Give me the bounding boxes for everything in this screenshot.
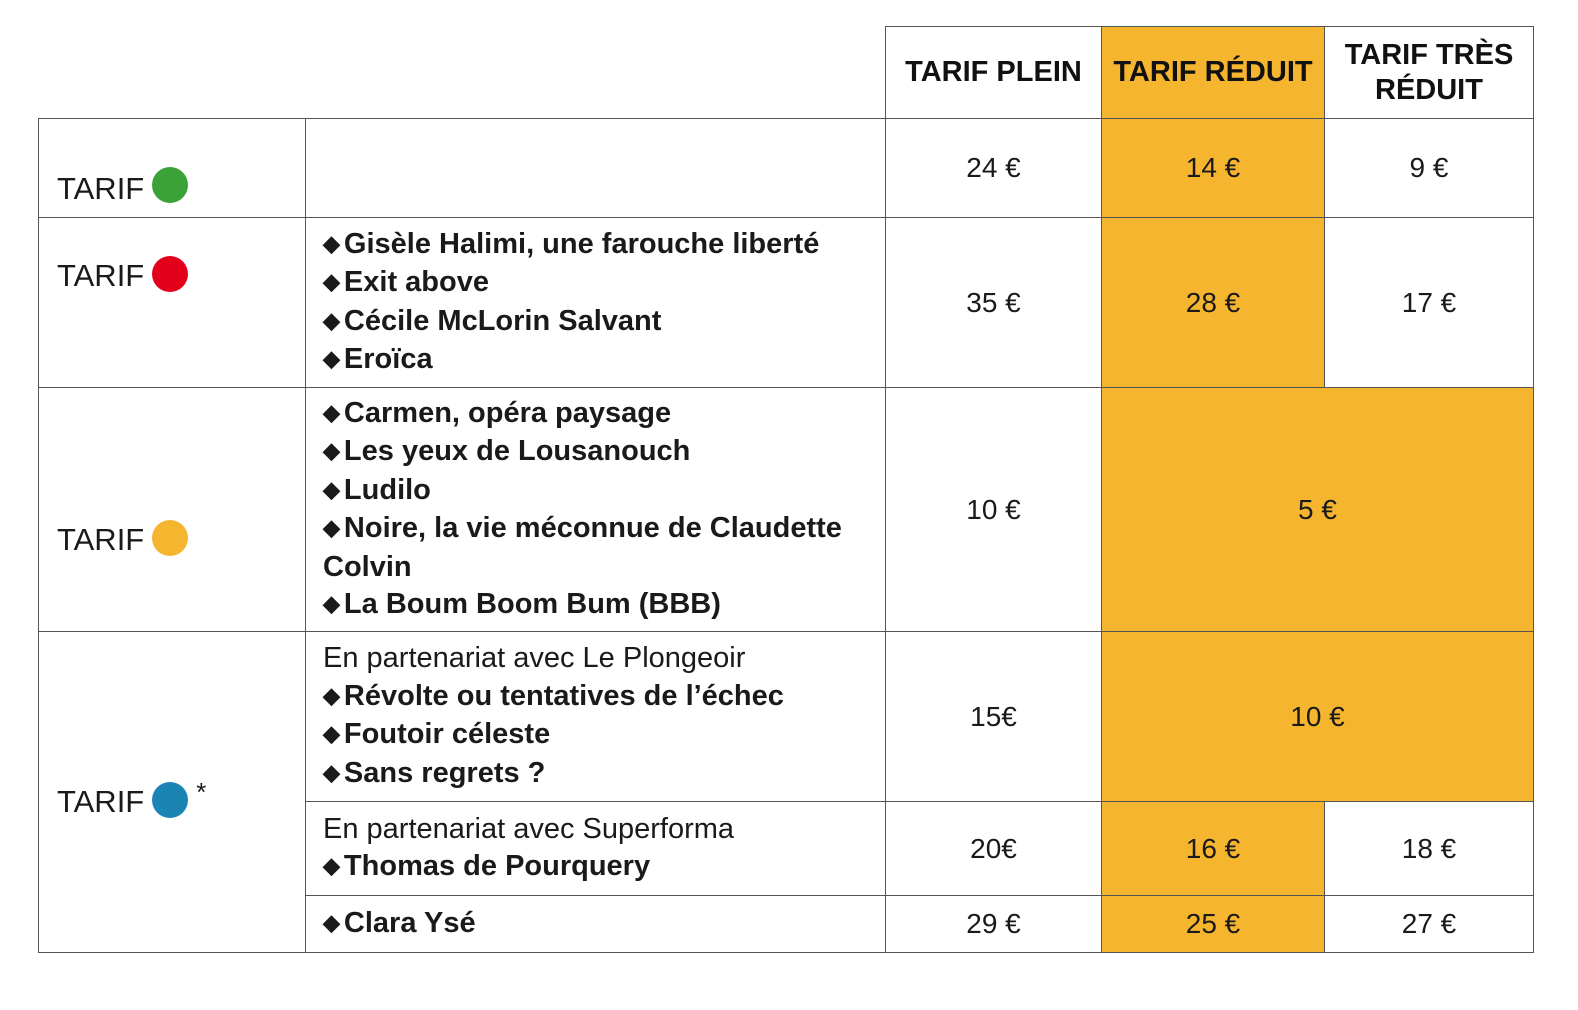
show-item bbox=[323, 395, 873, 434]
show-title: Thomas de Pourquery bbox=[343, 850, 651, 882]
tarif-blue-label-cell bbox=[38, 631, 306, 953]
diamond-bullet-icon: ◆ bbox=[323, 909, 340, 935]
asterisk-note: * bbox=[196, 776, 207, 807]
show-item bbox=[323, 226, 819, 265]
price-red-plein bbox=[885, 217, 1102, 388]
partner-line: En partenariat avec Le Plongeoir bbox=[323, 642, 746, 674]
price-value: 10 € bbox=[966, 493, 1021, 525]
header-tarif-plein bbox=[885, 26, 1102, 119]
diamond-bullet-icon: ◆ bbox=[323, 721, 340, 746]
tarif-label: TARIF bbox=[57, 521, 145, 557]
show-title: Carmen, opéra paysage bbox=[343, 396, 672, 429]
show-list bbox=[323, 226, 819, 380]
price-green-reduit bbox=[1101, 118, 1325, 218]
show-item bbox=[323, 905, 476, 944]
show-item bbox=[323, 341, 819, 380]
tarif-yellow-label-cell bbox=[38, 387, 306, 632]
show-item bbox=[323, 755, 784, 794]
header-tarif-plein-label: TARIF PLEIN bbox=[905, 56, 1082, 88]
show-item bbox=[323, 848, 734, 887]
tarif-blue-group2-shows-cell bbox=[305, 801, 886, 896]
price-value: 17 € bbox=[1401, 286, 1457, 318]
show-item bbox=[323, 510, 873, 586]
price-value: 35 € bbox=[966, 286, 1021, 318]
show-title: Sans regrets ? bbox=[343, 756, 546, 789]
price-blue-group3-reduit bbox=[1101, 895, 1325, 953]
show-title: Exit above bbox=[343, 266, 489, 298]
price-blue-group1-plein bbox=[885, 631, 1102, 802]
price-blue-group3-plein bbox=[885, 895, 1102, 953]
tarif-label: TARIF bbox=[57, 171, 145, 206]
price-value: 28 € bbox=[1185, 286, 1241, 318]
price-value: 20€ bbox=[970, 832, 1017, 864]
price-green-tres-reduit bbox=[1324, 118, 1534, 218]
price-value: 18 € bbox=[1401, 832, 1457, 864]
blue-dot-icon bbox=[152, 782, 188, 818]
price-value: 9 € bbox=[1409, 152, 1449, 183]
show-title: Noire, la vie méconnue de Claudette Colvin bbox=[323, 512, 842, 583]
diamond-bullet-icon: ◆ bbox=[323, 759, 340, 785]
diamond-bullet-icon: ◆ bbox=[323, 438, 340, 463]
price-value: 5 € bbox=[1298, 493, 1337, 525]
price-value: 10 € bbox=[1290, 700, 1345, 732]
diamond-bullet-icon: ◆ bbox=[323, 230, 340, 256]
price-value: 27 € bbox=[1401, 908, 1457, 939]
tarif-red-shows-cell bbox=[305, 217, 886, 388]
diamond-bullet-icon: ◆ bbox=[323, 476, 340, 502]
show-item bbox=[323, 472, 873, 511]
price-blue-group2-plein bbox=[885, 801, 1102, 896]
show-title: Révolte ou tentatives de l’échec bbox=[343, 679, 784, 712]
show-list bbox=[323, 640, 784, 793]
show-list bbox=[323, 395, 873, 625]
price-value: 15€ bbox=[970, 700, 1017, 732]
show-item bbox=[323, 433, 873, 472]
diamond-bullet-icon: ◆ bbox=[323, 307, 340, 333]
show-title: Gisèle Halimi, une farouche liberté bbox=[343, 227, 820, 260]
tarif-blue-group3-shows-cell bbox=[305, 895, 886, 953]
tarif-label: TARIF bbox=[57, 258, 145, 293]
price-blue-group1-reduit-combined bbox=[1101, 631, 1534, 802]
tarif-yellow-shows-cell bbox=[305, 387, 886, 632]
price-yellow-reduit-combined bbox=[1101, 387, 1534, 632]
header-tarif-tres-reduit-line2: RÉDUIT bbox=[1375, 73, 1483, 106]
diamond-bullet-icon: ◆ bbox=[323, 399, 340, 425]
header-tarif-reduit bbox=[1101, 26, 1325, 119]
price-blue-group3-tres-reduit bbox=[1324, 895, 1534, 953]
show-list bbox=[323, 905, 476, 944]
price-value: 16 € bbox=[1185, 832, 1241, 864]
tarif-red-label-cell bbox=[38, 217, 306, 388]
price-value: 29 € bbox=[966, 908, 1021, 939]
show-title: Ludilo bbox=[343, 473, 431, 506]
show-item bbox=[323, 716, 784, 755]
tarif-green-label-cell bbox=[38, 118, 306, 218]
diamond-bullet-icon: ◆ bbox=[323, 591, 340, 616]
show-item bbox=[323, 678, 784, 717]
diamond-bullet-icon: ◆ bbox=[323, 269, 340, 294]
header-tarif-tres-reduit bbox=[1324, 26, 1534, 119]
show-title: Foutoir céleste bbox=[343, 718, 551, 750]
price-red-reduit bbox=[1101, 217, 1325, 388]
diamond-bullet-icon: ◆ bbox=[323, 515, 340, 540]
price-blue-group2-reduit bbox=[1101, 801, 1325, 896]
header-tarif-tres-reduit-line1: TARIF TRÈS bbox=[1344, 38, 1514, 71]
show-title: La Boum Boom Bum (BBB) bbox=[343, 588, 721, 620]
show-item bbox=[323, 586, 873, 625]
price-value: 24 € bbox=[966, 152, 1021, 183]
price-red-tres-reduit bbox=[1324, 217, 1534, 388]
show-item bbox=[323, 303, 819, 342]
partner-line: En partenariat avec Superforma bbox=[323, 812, 735, 845]
price-green-plein bbox=[885, 118, 1102, 218]
tarif-label: TARIF bbox=[57, 784, 145, 819]
show-list bbox=[323, 811, 734, 887]
price-yellow-plein bbox=[885, 387, 1102, 632]
price-blue-group2-tres-reduit bbox=[1324, 801, 1534, 896]
green-dot-icon bbox=[152, 167, 188, 203]
diamond-bullet-icon: ◆ bbox=[323, 346, 340, 371]
show-item bbox=[323, 264, 819, 303]
tarif-green-shows-cell bbox=[305, 118, 886, 218]
show-title: Clara Ysé bbox=[343, 906, 476, 939]
show-title: Eroïca bbox=[343, 343, 433, 375]
tarif-blue-group1-shows-cell bbox=[305, 631, 886, 802]
show-title: Cécile McLorin Salvant bbox=[343, 304, 662, 337]
yellow-dot-icon bbox=[152, 520, 188, 556]
header-tarif-reduit-label: TARIF RÉDUIT bbox=[1113, 56, 1313, 88]
diamond-bullet-icon: ◆ bbox=[323, 853, 340, 878]
red-dot-icon bbox=[152, 256, 188, 292]
show-title: Les yeux de Lousanouch bbox=[343, 435, 691, 467]
price-value: 14 € bbox=[1185, 152, 1241, 183]
price-value: 25 € bbox=[1185, 908, 1241, 939]
diamond-bullet-icon: ◆ bbox=[323, 682, 340, 708]
